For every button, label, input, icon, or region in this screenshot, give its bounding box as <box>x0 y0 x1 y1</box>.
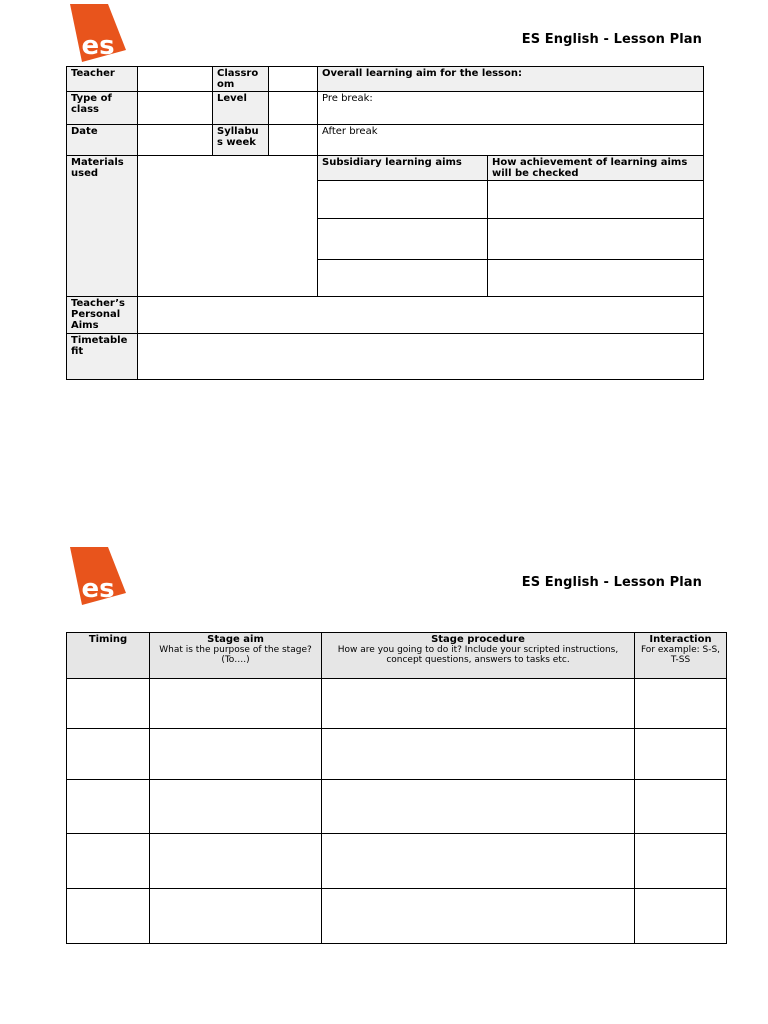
timing-header-title: Timing <box>88 634 128 645</box>
stage-procedure-header <box>322 633 635 679</box>
timing-cell[interactable] <box>67 729 150 780</box>
classroom-field[interactable] <box>269 67 318 92</box>
logo-text: es <box>81 574 115 604</box>
stage-aim-cell[interactable] <box>150 889 322 944</box>
interaction-header <box>635 633 727 679</box>
table-row <box>67 889 727 944</box>
stage-aim-cell[interactable] <box>150 729 322 780</box>
stage-aim-cell[interactable] <box>150 679 322 729</box>
after-break-field[interactable]: After break <box>318 125 704 156</box>
materials-used-label: Materials used <box>67 156 138 297</box>
interaction-cell[interactable] <box>635 679 727 729</box>
pre-break-field[interactable]: Pre break: <box>318 92 704 125</box>
interaction-cell[interactable] <box>635 729 727 780</box>
syllabus-week-field[interactable] <box>269 125 318 156</box>
interaction-cell[interactable] <box>635 834 727 889</box>
lesson-stages-table <box>66 632 727 944</box>
date-field[interactable] <box>138 125 213 156</box>
materials-used-field[interactable] <box>138 156 318 297</box>
table-row <box>67 780 727 834</box>
stage-procedure-cell[interactable] <box>322 889 635 944</box>
stage-aim-header <box>150 633 322 679</box>
interaction-cell[interactable] <box>635 780 727 834</box>
timing-cell[interactable] <box>67 780 150 834</box>
teacher-label: Teacher <box>67 67 138 92</box>
stage-procedure-cell[interactable] <box>322 834 635 889</box>
stage-procedure-cell[interactable] <box>322 780 635 834</box>
subsidiary-aim-field[interactable] <box>318 219 488 260</box>
subsidiary-aims-header: Subsidiary learning aims <box>318 156 488 181</box>
how-checked-field[interactable] <box>488 219 704 260</box>
stage-aim-cell[interactable] <box>150 834 322 889</box>
stage-procedure-header-title: Stage procedure <box>431 634 525 645</box>
how-checked-field[interactable] <box>488 181 704 219</box>
how-checked-field[interactable] <box>488 260 704 297</box>
logo-text: es <box>81 31 115 61</box>
teacher-field[interactable] <box>138 67 213 92</box>
how-checked-header: How achievement of learning aims will be checked <box>488 156 704 181</box>
interaction-header-title: Interaction <box>649 634 712 645</box>
document-title: ES English - Lesson Plan <box>521 32 702 47</box>
stage-procedure-cell[interactable] <box>322 679 635 729</box>
subsidiary-aim-field[interactable] <box>318 260 488 297</box>
level-field[interactable] <box>269 92 318 125</box>
level-label: Level <box>213 92 269 125</box>
document-title: ES English - Lesson Plan <box>521 575 702 590</box>
subsidiary-aim-field[interactable] <box>318 181 488 219</box>
stage-aim-header-title: Stage aim <box>207 634 264 645</box>
stage-procedure-cell[interactable] <box>322 729 635 780</box>
timing-cell[interactable] <box>67 889 150 944</box>
timing-cell[interactable] <box>67 679 150 729</box>
table-row <box>67 729 727 780</box>
timetable-fit-label: Timetable fit <box>67 334 138 380</box>
type-of-class-label: Type of class <box>67 92 138 125</box>
timing-cell[interactable] <box>67 834 150 889</box>
es-logo <box>68 547 128 605</box>
overall-aim-label[interactable]: Overall learning aim for the lesson: <box>318 67 704 92</box>
timing-header <box>67 633 150 679</box>
stage-aim-cell[interactable] <box>150 780 322 834</box>
stage-aim-header-sub: What is the purpose of the stage? (To….) <box>159 645 312 665</box>
classroom-label: Classroom <box>213 67 269 92</box>
interaction-cell[interactable] <box>635 889 727 944</box>
date-label: Date <box>67 125 138 156</box>
es-logo <box>68 4 128 62</box>
interaction-header-sub: For example: S-S, T-SS <box>640 645 721 665</box>
stage-procedure-header-sub: How are you going to do it? Include your scripted instructions, concept questions, answers to tasks etc. <box>337 645 619 665</box>
lesson-details-table <box>66 66 704 380</box>
table-row <box>67 834 727 889</box>
table-row <box>67 679 727 729</box>
personal-aims-label: Teacher’s Personal Aims <box>67 297 138 334</box>
timetable-fit-field[interactable] <box>138 334 704 380</box>
type-of-class-field[interactable] <box>138 92 213 125</box>
personal-aims-field[interactable] <box>138 297 704 334</box>
syllabus-week-label: Syllabus week <box>213 125 269 156</box>
